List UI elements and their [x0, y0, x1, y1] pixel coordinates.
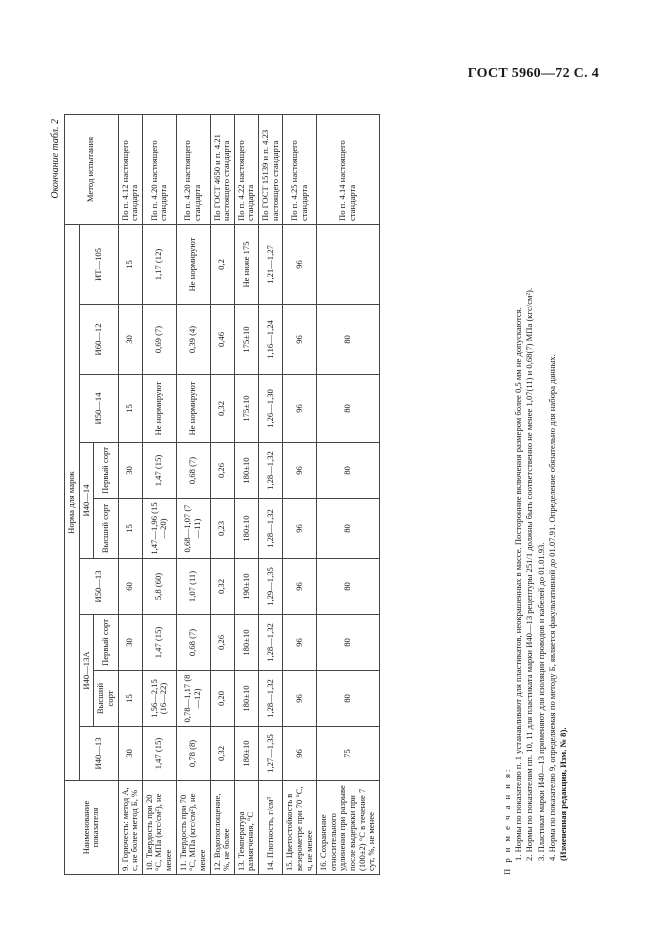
cell: 96	[283, 443, 317, 499]
cell: 15	[118, 499, 142, 559]
cell: 190±10	[234, 559, 258, 615]
cell: Не ниже 175	[234, 225, 258, 305]
header-grade-first: Первый сорт	[94, 615, 118, 671]
cell: 96	[283, 671, 317, 727]
cell: 0,32	[210, 375, 234, 443]
cell: 80	[317, 559, 380, 615]
header-it-105: ИТ—105	[79, 225, 118, 305]
cell: 15	[118, 375, 142, 443]
cell: 0,32	[210, 559, 234, 615]
cell: 0,68 (7)	[176, 615, 210, 671]
table-continuation-label: Окончание табл. 2	[50, 119, 61, 199]
cell: 175±10	[234, 305, 258, 375]
cell: 180±10	[234, 615, 258, 671]
row-name: 9. Горючесть: метод А, с, не более метод Б, %	[118, 781, 142, 875]
row-method: По ГОСТ 4650 и п. 4.21 настоящего стандарта	[210, 115, 234, 225]
cell: 0,39 (4)	[176, 305, 210, 375]
table-row	[283, 115, 317, 875]
cell: 0,68—1,07 (7—11)	[176, 499, 210, 559]
header-grade-first: Первый сорт	[94, 443, 118, 499]
cell: 0,32	[210, 727, 234, 781]
cell: 180±10	[234, 671, 258, 727]
header-i40-14: И40—14	[79, 443, 94, 559]
header-i50-13: И50—13	[79, 559, 118, 615]
cell: 1,28—1,32	[259, 443, 283, 499]
header-grade-high: Высший сорт	[94, 499, 118, 559]
header-i50-14: И50—14	[79, 375, 118, 443]
row-method: По п. 4.22 настоящего стандарта	[234, 115, 258, 225]
note-item: 1. Нормы по показателю п. 1 устанавливают для пластикатов, неокрашенных в массе. Посторонние включения размером более 0,5 мм не допускаются.	[513, 307, 524, 861]
specification-table	[64, 114, 380, 875]
edition-note: (Измененная редакция, Изм. № 8).	[557, 727, 568, 861]
page-header: ГОСТ 5960—72 С. 4	[467, 66, 599, 81]
cell: 1,47 (15)	[142, 443, 176, 499]
row-name: 10. Твердость при 20 °С, МПа (кгс/см²), не менее	[142, 781, 176, 875]
table-row	[118, 115, 142, 875]
header-norm: Норма для марок	[65, 225, 80, 781]
row-method: По п. 4.14 настоящего стандарта	[317, 115, 380, 225]
cell: 96	[283, 559, 317, 615]
note-item: 3. Пластикат марки И40—13 применяют для изоляции проводов и кабелей до 01.01.93.	[535, 542, 546, 861]
cell: 96	[283, 499, 317, 559]
header-grade-high: Высший сорт	[94, 671, 118, 727]
cell: 1,26—1,30	[259, 375, 283, 443]
notes-header: П р и м е ч а н и я:	[502, 767, 512, 875]
cell: 30	[118, 443, 142, 499]
cell: 80	[317, 671, 380, 727]
cell: 180±10	[234, 499, 258, 559]
row-name: 12. Водопоглощение, %, не более	[210, 781, 234, 875]
cell: 1,16—1,24	[259, 305, 283, 375]
cell: 1,27—1,35	[259, 727, 283, 781]
cell: 60	[118, 559, 142, 615]
cell: 80	[317, 375, 380, 443]
cell: 1,28—1,32	[259, 671, 283, 727]
header-method: Метод испытания	[65, 115, 119, 225]
table-row	[259, 115, 283, 875]
cell: 1,47—1,96 (15—20)	[142, 499, 176, 559]
row-method: По п. 4.25 настоящего стандарта	[283, 115, 317, 225]
cell: 30	[118, 305, 142, 375]
cell: 0,23	[210, 499, 234, 559]
table-row	[210, 115, 234, 875]
cell: 0,46	[210, 305, 234, 375]
row-name: 15. Цветостойкость в везерометре при 70 °С, ч, не менее	[283, 781, 317, 875]
row-method: По ГОСТ 15139 и п. 4.23 настоящего стандарта	[259, 115, 283, 225]
cell: 30	[118, 727, 142, 781]
cell: 0,78—1,17 (8—12)	[176, 671, 210, 727]
cell: 1,47 (15)	[142, 615, 176, 671]
row-name: 11. Твердость при 70 °С, МПа (кгс/см²), не менее	[176, 781, 210, 875]
cell: 1,28—1,32	[259, 499, 283, 559]
cell: 15	[118, 225, 142, 305]
cell: 30	[118, 615, 142, 671]
cell: 80	[317, 615, 380, 671]
cell: 5,8 (60)	[142, 559, 176, 615]
cell: 96	[283, 727, 317, 781]
cell: 1,17 (12)	[142, 225, 176, 305]
cell: Не нормируют	[176, 375, 210, 443]
table-row	[234, 115, 258, 875]
row-method: По п. 4.12 настоящего стандарта	[118, 115, 142, 225]
cell: 96	[283, 305, 317, 375]
cell: 0,2	[210, 225, 234, 305]
cell: 15	[118, 671, 142, 727]
row-method: По п. 4.20 настоящего стандарта	[176, 115, 210, 225]
cell: 180±10	[234, 727, 258, 781]
row-name: 13. Температура размягчения, °С	[234, 781, 258, 875]
cell: 75	[317, 727, 380, 781]
cell: 0,26	[210, 443, 234, 499]
cell: 1,07 (11)	[176, 559, 210, 615]
cell	[317, 225, 380, 305]
header-i40-13: И40—13	[79, 727, 118, 781]
table-row	[317, 115, 380, 875]
cell: 96	[283, 615, 317, 671]
cell: 1,56—2,15 (16—22)	[142, 671, 176, 727]
cell: 0,20	[210, 671, 234, 727]
cell: Не нормируют	[176, 225, 210, 305]
cell: Не нормируют	[142, 375, 176, 443]
header-i40-13a: И40—13А	[79, 615, 94, 727]
cell: 1,29—1,35	[259, 559, 283, 615]
cell: 0,68 (7)	[176, 443, 210, 499]
cell: 80	[317, 499, 380, 559]
note-item: 4. Норма по показателю 9, определяемая по методу Б, является факультативной до 01.07.91. Определение обязательно для набора данных.	[546, 354, 557, 861]
header-i60-12: И60—12	[79, 305, 118, 375]
cell: 180±10	[234, 443, 258, 499]
cell: 0,69 (7)	[142, 305, 176, 375]
cell: 96	[283, 225, 317, 305]
header-name: Наименование показателя	[65, 781, 119, 875]
cell: 1,28—1,32	[259, 615, 283, 671]
cell: 0,78 (8)	[176, 727, 210, 781]
cell: 175±10	[234, 375, 258, 443]
notes-block	[502, 115, 569, 875]
cell: 0,26	[210, 615, 234, 671]
table-row	[142, 115, 176, 875]
table-row	[176, 115, 210, 875]
cell: 80	[317, 305, 380, 375]
cell: 80	[317, 443, 380, 499]
cell: 1,21—1,27	[259, 225, 283, 305]
row-name: 16. Сохранение относительного удлинения при разрыве после выдержки при (100±2) °С в течение 7 сут, %, не менее	[317, 781, 380, 875]
note-item: 2. Нормы по показателям пп. 10, 11 для пластиката марки И40—13 рецептуры 251/1 должны быть соответственно не менее 1,07(11) и 0,68(7) МПа (кгс/см²).	[524, 287, 535, 861]
cell: 96	[283, 375, 317, 443]
row-name: 14. Плотность, г/см³	[259, 781, 283, 875]
cell: 1,47 (15)	[142, 727, 176, 781]
rotated-table-block	[50, 115, 610, 875]
row-method: По п. 4.20 настоящего стандарта	[142, 115, 176, 225]
